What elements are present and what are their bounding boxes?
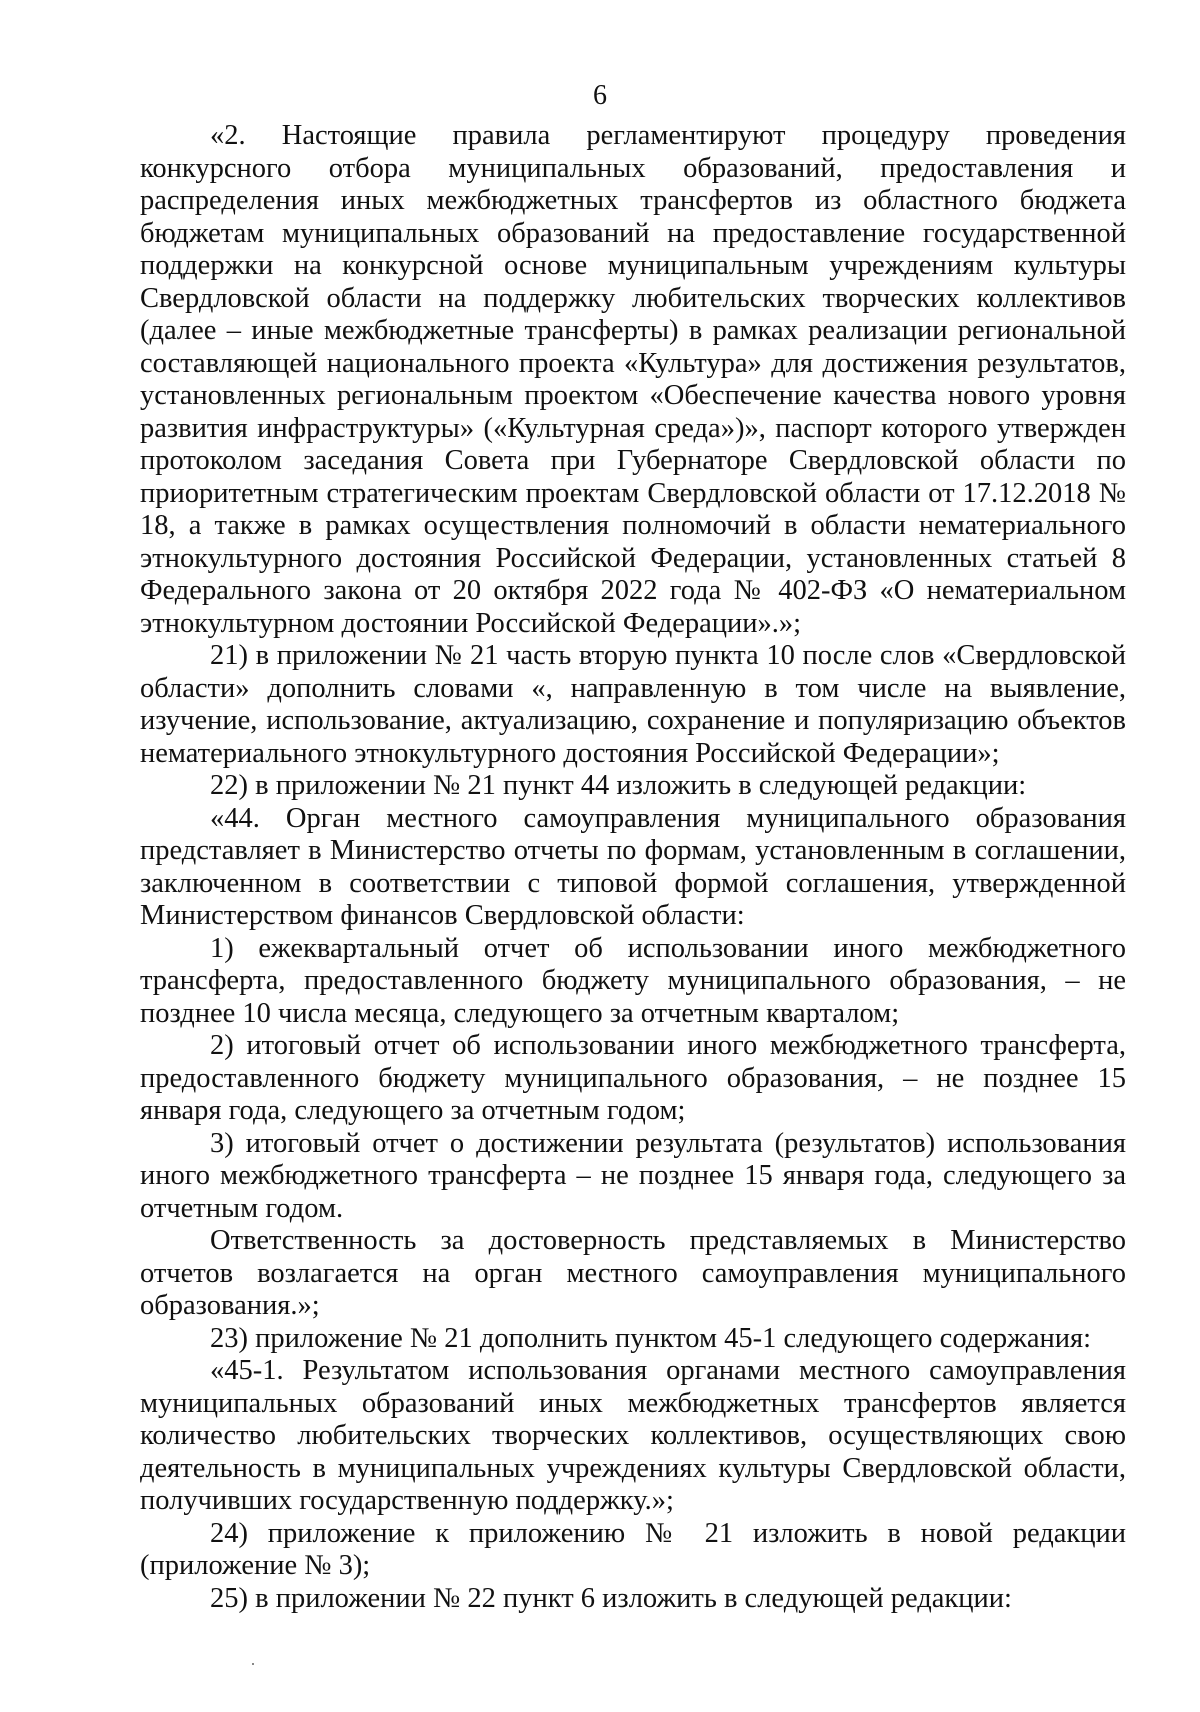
paragraph-item-25: 25) в приложении № 22 пункт 6 изложить в следующей редакции:: [210, 1582, 1012, 1614]
paragraph-clause-45-1: «45-1. Результатом использования органами местного самоуправления муниципальных образований иных межбюджетных трансфертов является количество любительских творческих коллективов, осуществляющих свою деятельность в муниципальных учреждениях культуры Свердловской области, получивших государственную поддержку.»;: [140, 1355, 1126, 1516]
paragraph-responsibility: Ответственность за достоверность представляемых в Министерство отчетов возлагается на орган местного самоуправления муниципального образования.»;: [140, 1225, 1126, 1321]
paragraph-item-22: 22) в приложении № 21 пункт 44 изложить в следующей редакции:: [210, 770, 1027, 801]
document-body: [140, 120, 1126, 1615]
paragraph-item-21: 21) в приложении № 21 часть вторую пункта 10 после слов «Свердловской области» дополнить словами «, направленную в том числе на выявление, изучение, использование, актуализацию, сохранение и популяризацию объектов нематериального этнокультурного достояния Российской Федерации»;: [140, 640, 1126, 769]
paragraph-clause-44: «44. Орган местного самоуправления муниципального образования представляет в Министерство отчеты по формам, установленным в соглашении, заключенном в соответствии с типовой формой соглашения, утвержденной Министерством финансов Свердловской области:: [140, 802, 1126, 931]
page-number: 6: [593, 80, 607, 111]
paragraph-subclause-3: 3) итоговый отчет о достижении результата (результатов) использования иного межбюджетного трансферта – не позднее 15 января года, следующего за отчетным годом.: [140, 1127, 1126, 1224]
paragraph-item-23: 23) приложение № 21 дополнить пунктом 45-1 следующего содержания:: [210, 1322, 1092, 1354]
paragraph-rules-purpose: «2. Настоящие правила регламентируют процедуру проведения конкурсного отбора муниципальных образований, предоставления и распределения иных межбюджетных трансфертов из областного бюджета бюджетам муниципальных образований на предоставление государственной поддержки на конкурсной основе муниципальным учреждениям культуры Свердловской области на поддержку любительских творческих коллективов (далее – иные межбюджетные трансферты) в рамках реализации региональной составляющей национального проекта «Культура» для достижения результатов, установленных региональным проектом «Обеспечение качества нового уровня развития инфраструктуры» («Культурная среда»)», паспорт которого утвержден протоколом заседания Совета при Губернаторе Свердловской области по приоритетным стратегическим проектам Свердловской области от 17.12.2018 № 18, а также в рамках осуществления полномочий в области нематериального этнокультурного достояния Российской Федерации, установленных статьей 8 Федерального закона от 20 октября 2022 года № 402-ФЗ «О нематериальном этнокультурном достоянии Российской Федерации».»;: [140, 120, 1126, 639]
scan-speck: [252, 1663, 254, 1665]
paragraph-subclause-1: 1) ежеквартальный отчет об использовании иного межбюджетного трансферта, предоставленного бюджету муниципального образования, – не позднее 10 числа месяца, следующего за отчетным кварталом;: [140, 932, 1126, 1029]
paragraph-subclause-2: 2) итоговый отчет об использовании иного межбюджетного трансферта, предоставленного бюджету муниципального образования, – не позднее 15 января года, следующего за отчетным годом;: [140, 1030, 1126, 1126]
paragraph-item-24: 24) приложение к приложению № 21 изложить в новой редакции (приложение № 3);: [140, 1517, 1126, 1581]
